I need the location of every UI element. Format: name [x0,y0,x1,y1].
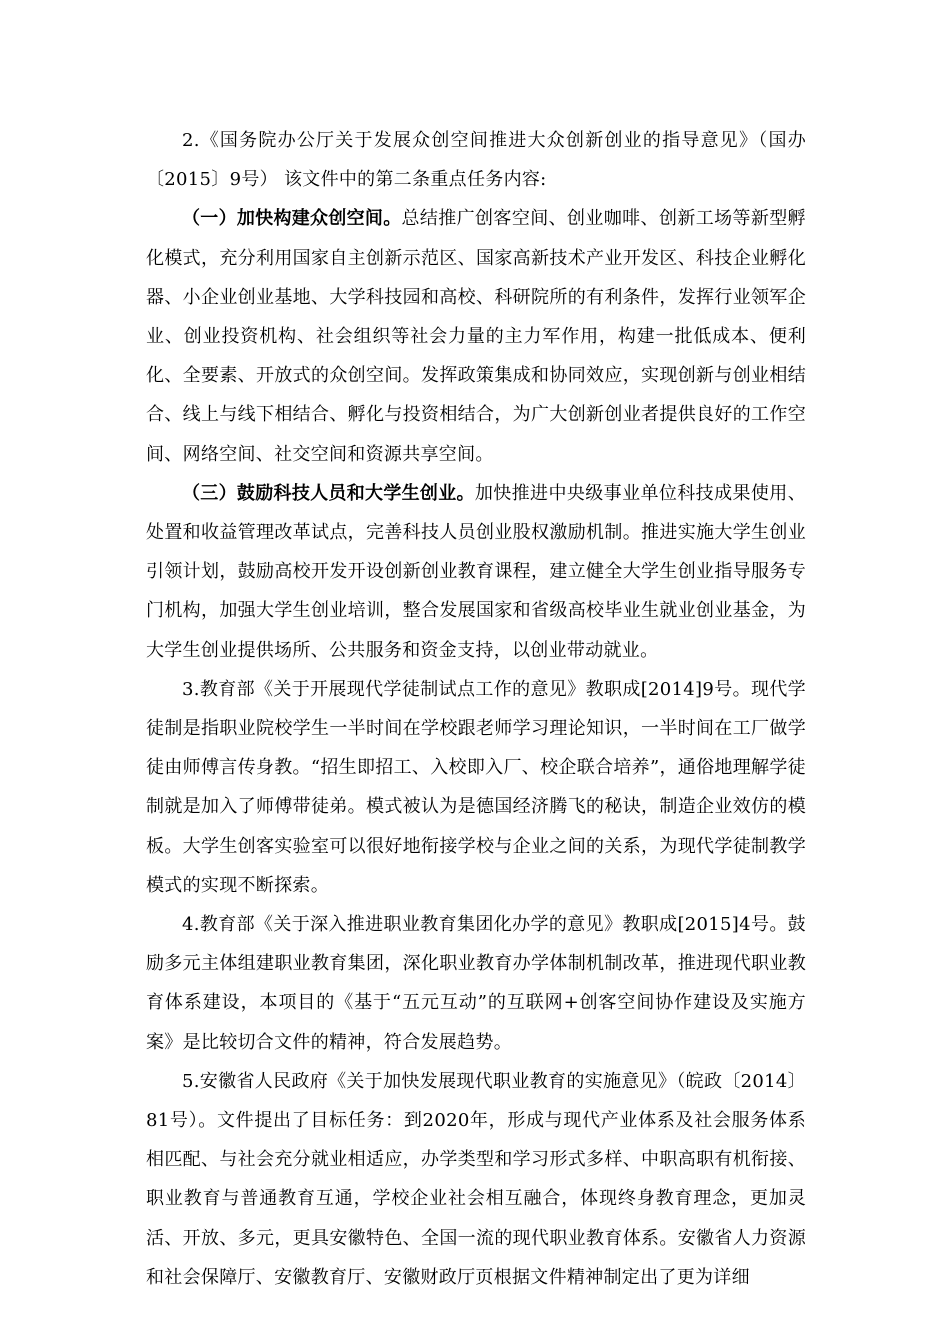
paragraph-text: 4.教育部《关于深入推进职业教育集团化办学的意见》教职成[2015]4号。鼓励多元主体组建职业教育集团，深化职业教育办学体制机制改革，推进现代职业教育体系建设，本项目的《基于“五元互动”的互联网+创客空间协作建设及实施方案》是比较切合文件的精神，符合发展趋势。 [146,914,806,1053]
paragraph-task-1 [146,199,806,473]
document-body [146,121,806,1297]
paragraph-item-2 [146,121,806,199]
paragraph-text: 总结推广创客空间、创业咖啡、创新工场等新型孵化模式，充分利用国家自主创新示范区、国家高新技术产业开发区、科技企业孵化器、小企业创业基地、大学科技园和高校、科研院所的有利条件，发挥行业领军企业、创业投资机构、社会组织等社会力量的主力军作用，构建一批低成本、便利化、全要素、开放式的众创空间。发挥政策集成和协同效应，实现创新与创业相结合、线上与线下相结合、孵化与投资相结合，为广大创新创业者提供良好的工作空间、网络空间、社交空间和资源共享空间。 [146,208,806,465]
paragraph-text: 2.《国务院办公厅关于发展众创空间推进大众创新创业的指导意见》（国办〔2015〕9号） 该文件中的第二条重点任务内容: [146,130,806,191]
paragraph-item-5 [146,1062,806,1297]
paragraph-heading: （一）加快构建众创空间。 [182,208,402,230]
paragraph-heading: （三）鼓励科技人员和大学生创业。 [182,482,475,504]
paragraph-text: 加快推进中央级事业单位科技成果使用、处置和收益管理改革试点，完善科技人员创业股权激励机制。推进实施大学生创业引领计划，鼓励高校开发开设创新创业教育课程，建立健全大学生创业指导服务专门机构，加强大学生创业培训，整合发展国家和省级高校毕业生就业创业基金，为大学生创业提供场所、公共服务和资金支持，以创业带动就业。 [146,482,806,661]
paragraph-item-4 [146,905,806,1062]
paragraph-text: 5.安徽省人民政府《关于加快发展现代职业教育的实施意见》（皖政〔2014〕81号）。文件提出了目标任务：到2020年，形成与现代产业体系及社会服务体系相匹配、与社会充分就业相适应，办学类型和学习形式多样、中职高职有机衔接、职业教育与普通教育互通，学校企业社会相互融合，体现终身教育理念，更加灵活、开放、多元，更具安徽特色、全国一流的现代职业教育体系。安徽省人力资源和社会保障厅、安徽教育厅、安徽财政厅页根据文件精神制定出了更为详细 [146,1070,806,1288]
paragraph-task-3 [146,474,806,670]
paragraph-item-3 [146,670,806,905]
paragraph-text: 3.教育部《关于开展现代学徒制试点工作的意见》教职成[2014]9号。现代学徒制是指职业院校学生一半时间在学校跟老师学习理论知识，一半时间在工厂做学徒由师傅言传身教。“招生即招工、入校即入厂、校企联合培养”，通俗地理解学徒制就是加入了师傅带徒弟。模式被认为是德国经济腾飞的秘诀，制造企业效仿的模板。大学生创客实验室可以很好地衔接学校与企业之间的关系，为现代学徒制教学模式的实现不断探索。 [146,678,806,896]
